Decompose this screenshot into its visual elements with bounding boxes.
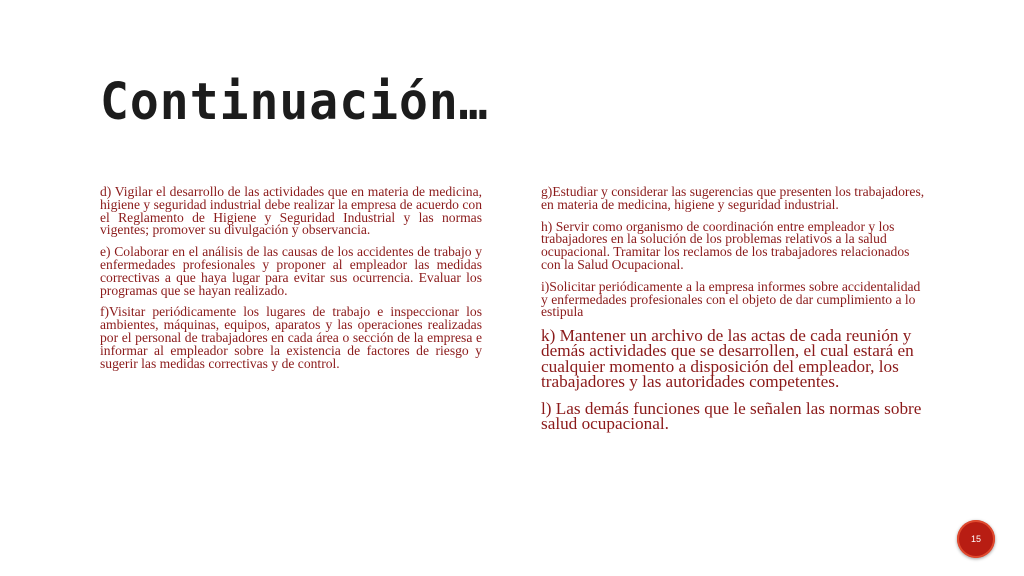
item-g-paragraph: g)Estudiar y considerar las sugerencias que presenten los trabajadores, en materia de medicina, higiene y seguridad industrial. [541, 184, 925, 212]
item-d-paragraph: d) Vigilar el desarrollo de las actividades que en materia de medicina, higiene y seguridad industrial debe realizar la empresa de acuerdo con el Reglamento de Higiene y Seguridad Industrial y las normas vigentes; promover su divulgación y observancia. [100, 184, 482, 238]
item-i-paragraph: i)Solicitar periódicamente a la empresa informes sobre accidentalidad y enfermedades profesionales con el objeto de dar cumplimiento a lo estipula [541, 278, 921, 320]
left-text-column [100, 186, 482, 379]
right-text-column [541, 186, 925, 443]
item-h-paragraph: h) Servir como organismo de coordinación entre empleador y los trabajadores en la solución de los problemas relativos a la salud ocupacional. Tramitar los reclamos de los trabajadores relacionados con la Salud Ocupacional. [541, 218, 910, 272]
slide-number-badge: 15 [957, 520, 995, 558]
item-k-paragraph: k) Mantener un archivo de las actas de cada reunión y demás actividades que se desarrollen, el cual estará en cualquier momento a disposición del empleador, los trabajadores y las autoridades competentes. [541, 326, 914, 391]
item-f-paragraph: f)Visitar periódicamente los lugares de trabajo e inspeccionar los ambientes, máquinas, equipos, aparatos y las operaciones realizadas por el personal de trabajadores en cada área o sección de la empresa e informar al empleador sobre la existencia de factores de riesgo y sugerir las medidas correctivas y de control. [100, 304, 482, 371]
slide-title: Continuación… [100, 72, 489, 132]
item-e-paragraph: e) Colaborar en el análisis de las causas de los accidentes de trabajo y enfermedades profesionales y proponer al empleador las medidas correctivas a que haya lugar para evitar sus ocurrencia. Evaluar los programas que se hayan realizado. [100, 244, 482, 298]
item-l-paragraph: l) Las demás funciones que le señalen las normas sobre salud ocupacional. [541, 398, 922, 434]
